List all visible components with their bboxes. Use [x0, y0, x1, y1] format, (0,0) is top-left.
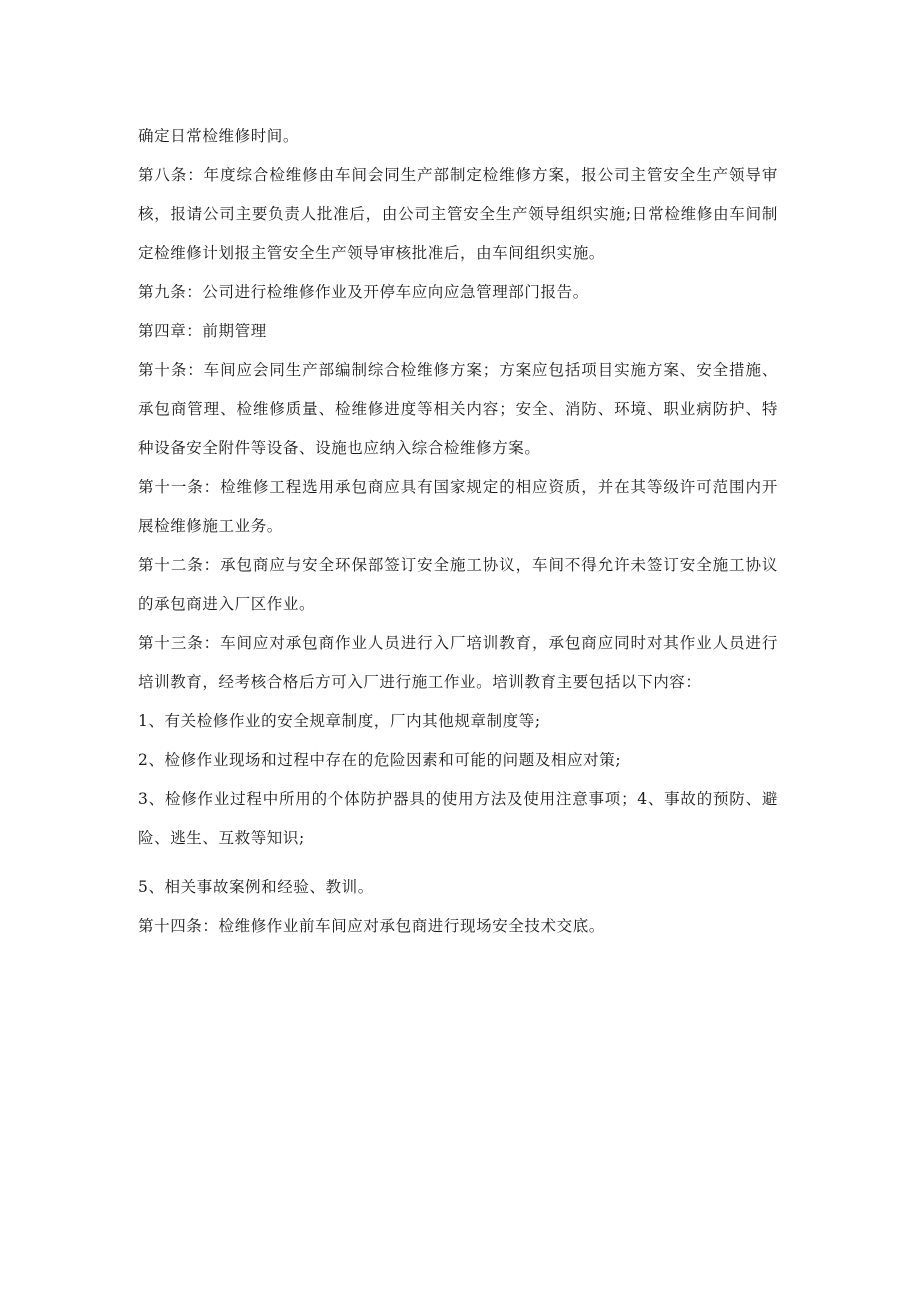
list-item-3-4: 3、检修作业过程中所用的个体防护器具的使用方法及使用注意事项；4、事故的预防、避险、逃生、互救等知识;: [138, 790, 778, 847]
article-10: 第十条：车间应会同生产部编制综合检维修方案；方案应包括项目实施方案、安全措施、承包商管理、检维修质量、检维修进度等相关内容；安全、消防、环境、职业病防护、特种设备安全附件等设备、设施也应纳入综合检维修方案。: [138, 361, 778, 457]
paragraph-continuation: 确定日常检维修时间。: [138, 127, 300, 145]
chapter-4-heading: 第四章：前期管理: [138, 322, 267, 340]
article-14: 第十四条：检维修作业前车间应对承包商进行现场安全技术交底。: [138, 917, 605, 935]
article-12: 第十二条：承包商应与安全环保部签订安全施工协议，车间不得允许未签订安全施工协议的承包商进入厂区作业。: [138, 556, 778, 613]
list-item-5: 5、相关事故案例和经验、教训。: [138, 878, 374, 896]
list-item-2: 2、检修作业现场和过程中存在的危险因素和可能的问题及相应对策;: [138, 751, 622, 769]
article-9: 第九条：公司进行检维修作业及开停车应向应急管理部门报告。: [138, 283, 589, 301]
article-11: 第十一条：检维修工程选用承包商应具有国家规定的相应资质，并在其等级许可范围内开展检维修施工业务。: [138, 478, 778, 535]
document-page: [138, 117, 778, 946]
list-item-1: 1、有关检修作业的安全规章制度，厂内其他规章制度等;: [138, 712, 541, 730]
article-13: 第十三条：车间应对承包商作业人员进行入厂培训教育，承包商应同时对其作业人员进行培训教育，经考核合格后方可入厂进行施工作业。培训教育主要包括以下内容：: [138, 634, 778, 691]
article-8: 第八条：年度综合检维修由车间会同生产部制定检维修方案，报公司主管安全生产领导审核，报请公司主要负责人批准后，由公司主管安全生产领导组织实施;日常检维修由车间制定检维修计划报主管安全生产领导审核批准后，由车间组织实施。: [138, 166, 778, 262]
